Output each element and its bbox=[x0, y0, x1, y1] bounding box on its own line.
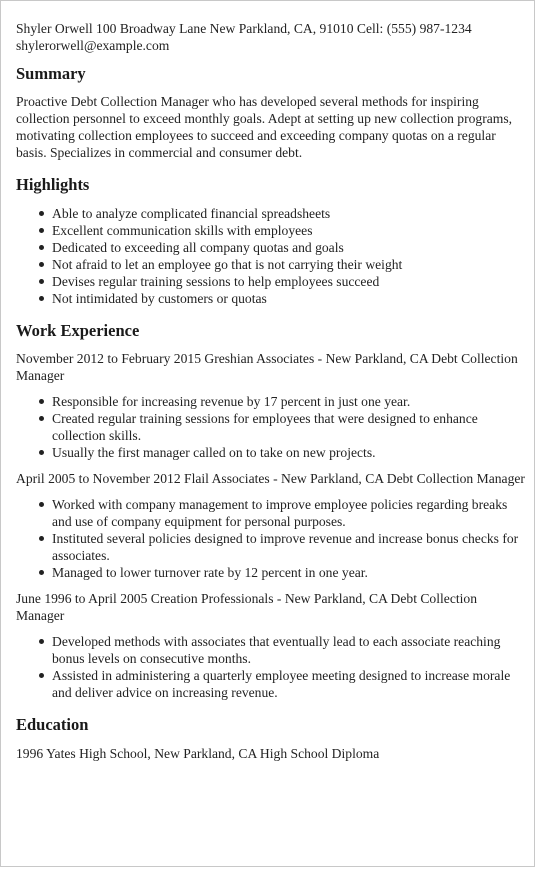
highlight-item: Excellent communication skills with employees bbox=[52, 222, 526, 239]
contact-block bbox=[16, 20, 526, 54]
highlight-item: Not intimidated by customers or quotas bbox=[52, 290, 526, 307]
highlight-item: Able to analyze complicated financial spreadsheets bbox=[52, 205, 526, 222]
education-heading: Education bbox=[16, 715, 89, 734]
education-text: 1996 Yates High School, New Parkland, CA High School Diploma bbox=[16, 746, 380, 761]
job-entry bbox=[16, 590, 526, 701]
job-title: April 2005 to November 2012 Flail Associates - New Parkland, CA Debt Collection Manager bbox=[16, 471, 525, 486]
job-duty-item: Worked with company management to improve employee policies regarding breaks and use of company equipment for personal purposes. bbox=[52, 496, 526, 530]
job-title: November 2012 to February 2015 Greshian Associates - New Parkland, CA Debt Collection Manager bbox=[16, 351, 518, 383]
highlight-item: Not afraid to let an employee go that is not carrying their weight bbox=[52, 256, 526, 273]
job-duty-item: Created regular training sessions for employees that were designed to enhance collection skills. bbox=[52, 410, 526, 444]
contact-address-line: Shyler Orwell 100 Broadway Lane New Parkland, CA, 91010 Cell: (555) 987-1234 bbox=[16, 21, 472, 36]
job-title: June 1996 to April 2005 Creation Professionals - New Parkland, CA Debt Collection Manager bbox=[16, 591, 477, 623]
contact-email: shylerorwell@example.com bbox=[16, 38, 170, 53]
resume-content bbox=[16, 20, 526, 762]
job-duties-list bbox=[16, 393, 526, 461]
job-duties-list bbox=[16, 496, 526, 581]
job-duty-item: Usually the first manager called on to take on new projects. bbox=[52, 444, 526, 461]
job-duty-item: Responsible for increasing revenue by 17 percent in just one year. bbox=[52, 393, 526, 410]
job-duty-item: Instituted several policies designed to improve revenue and increase bonus checks for associates. bbox=[52, 530, 526, 564]
job-duties-list bbox=[16, 633, 526, 701]
highlights-heading: Highlights bbox=[16, 175, 90, 194]
highlight-item: Dedicated to exceeding all company quotas and goals bbox=[52, 239, 526, 256]
summary-heading: Summary bbox=[16, 64, 86, 83]
job-duty-item: Assisted in administering a quarterly employee meeting designed to increase morale and deliver advice on increasing revenue. bbox=[52, 667, 526, 701]
work-experience-heading: Work Experience bbox=[16, 321, 140, 340]
job-duty-item: Developed methods with associates that eventually lead to each associate reaching bonus levels on consecutive months. bbox=[52, 633, 526, 667]
summary-text: Proactive Debt Collection Manager who has developed several methods for inspiring collection personnel to exceed monthly goals. Adept at setting up new collection programs, motivating collection employees to succeed and exceeding company quotas on a regular basis. Specializes in commercial and consumer debt. bbox=[16, 94, 513, 160]
job-entry bbox=[16, 470, 526, 581]
highlights-list bbox=[16, 205, 526, 307]
job-entry bbox=[16, 350, 526, 461]
highlight-item: Devises regular training sessions to help employees succeed bbox=[52, 273, 526, 290]
job-duty-item: Managed to lower turnover rate by 12 percent in one year. bbox=[52, 564, 526, 581]
